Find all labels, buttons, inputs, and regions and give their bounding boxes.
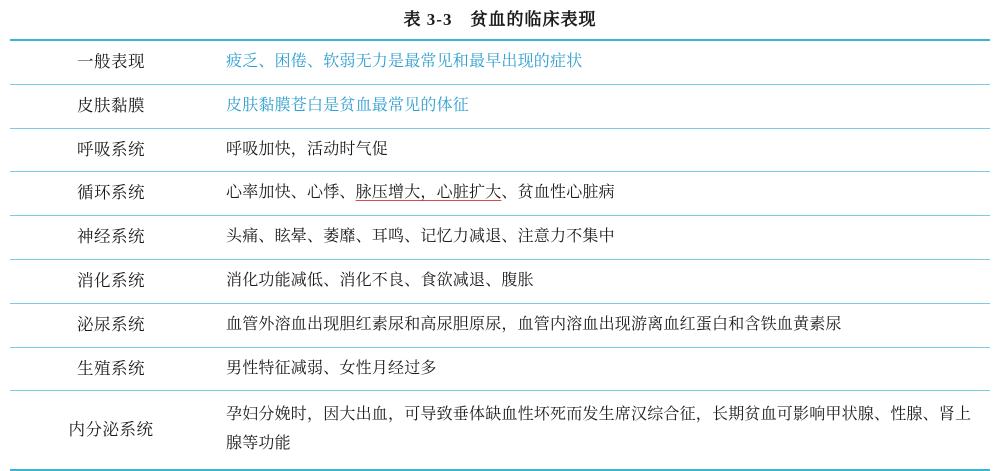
- row-desc-digestive: [212, 259, 990, 303]
- row-desc-urinary: [212, 303, 990, 347]
- row-label-skin-mucosa: 皮肤黏膜: [10, 84, 212, 128]
- row-desc-text: 血管外溶血出现胆红素尿和高尿胆原尿，血管内溶血出现游离血红蛋白和含铁血黄素尿: [226, 315, 842, 333]
- row-desc-general: [212, 40, 990, 84]
- table-row: [10, 259, 990, 303]
- clinical-manifestations-table: [10, 39, 990, 471]
- table-body: [10, 40, 990, 470]
- row-desc-skin-mucosa: [212, 84, 990, 128]
- row-label-respiratory: 呼吸系统: [10, 128, 212, 172]
- row-desc-reproductive: [212, 347, 990, 391]
- row-desc-text: 疲乏、困倦、软弱无力是最常见和最早出现的症状: [226, 53, 583, 70]
- table-caption-number: 表 3-3: [403, 10, 453, 29]
- table-caption-title: 贫血的临床表现: [470, 10, 597, 29]
- table-row: [10, 391, 990, 470]
- row-desc-text: 消化功能减低、消化不良、食欲减退、腹胀: [226, 271, 534, 289]
- row-desc-line: 孕妇分娩时，因大出血，可导致垂体缺血性坏死而发生席汉综合征，长期贫血可影响甲状腺、性腺、肾上: [226, 406, 972, 424]
- row-desc-part-emphasis: 脉压增大，心脏扩大: [355, 184, 502, 202]
- row-desc-part: 心率加快、心悸、: [226, 184, 356, 202]
- table-row: [10, 172, 990, 216]
- row-desc-nervous: [212, 216, 990, 260]
- row-desc-line: 腺等功能: [226, 435, 291, 453]
- table-row: [10, 347, 990, 391]
- table-caption: [0, 0, 1000, 39]
- row-desc-text: 皮肤黏膜苍白是贫血最常见的体征: [226, 96, 470, 114]
- row-desc-endocrine: [212, 391, 990, 470]
- row-desc-part: 、贫血性心脏病: [501, 184, 615, 202]
- row-desc-text: 呼吸加快，活动时气促: [226, 140, 389, 158]
- row-label-circulatory: 循环系统: [10, 172, 212, 216]
- table-row: [10, 303, 990, 347]
- table-row: [10, 128, 990, 172]
- row-desc-respiratory: [212, 128, 990, 172]
- row-label-endocrine: 内分泌系统: [10, 391, 212, 470]
- table-row: [10, 216, 990, 260]
- row-label-digestive: 消化系统: [10, 259, 212, 303]
- table-row: [10, 40, 990, 84]
- row-desc-text: 男性特征减弱、女性月经过多: [226, 359, 437, 377]
- row-label-reproductive: 生殖系统: [10, 347, 212, 391]
- row-desc-circulatory: [212, 172, 990, 216]
- row-label-general: 一般表现: [10, 40, 212, 84]
- row-label-urinary: 泌尿系统: [10, 303, 212, 347]
- row-desc-text: 头痛、眩晕、萎靡、耳鸣、记忆力减退、注意力不集中: [226, 228, 615, 246]
- table-row: [10, 84, 990, 128]
- row-label-nervous: 神经系统: [10, 216, 212, 260]
